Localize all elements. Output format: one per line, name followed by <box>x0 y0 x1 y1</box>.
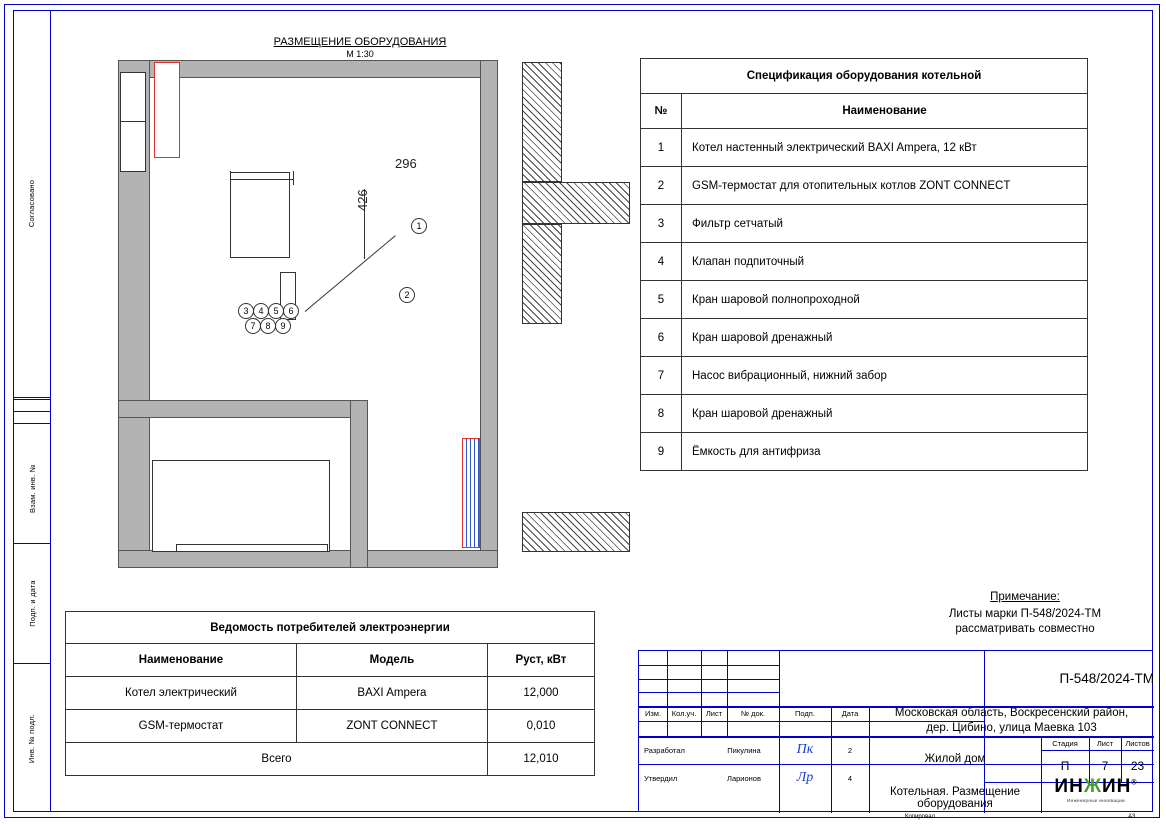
tb-sheet-value: 7 <box>1101 759 1109 773</box>
format-label: А3 <box>1128 814 1136 820</box>
table-row <box>641 395 1088 433</box>
spec-row-name: Кран шаровой дренажный <box>682 319 1088 357</box>
room-opening-bottom <box>152 460 330 552</box>
electro-cell-name: Котел электрический <box>66 677 297 710</box>
callout-2: 2 <box>399 287 415 303</box>
callout-7: 7 <box>245 318 261 334</box>
electro-table <box>65 611 595 776</box>
spec-row-name: GSM-термостат для отопительных котлов ZONT CONNECT <box>682 167 1088 205</box>
callout-6: 6 <box>283 303 299 319</box>
spec-header-row <box>641 94 1088 129</box>
tb-role-1: Разработал <box>644 745 685 755</box>
callout-8: 8 <box>260 318 276 334</box>
tb-address <box>869 706 1154 736</box>
tb-sheets-header: Листов <box>1125 738 1150 748</box>
electro-cell-model: ZONT CONNECT <box>296 710 487 743</box>
window-left-sash <box>120 72 146 122</box>
tb-sheets-value: 23 <box>1130 759 1145 773</box>
tb-stage-value: П <box>1060 759 1070 773</box>
tb-line-v1 <box>667 651 668 736</box>
tb-role-2-name: Ларионов <box>727 773 761 783</box>
table-row <box>641 357 1088 395</box>
tb-address-line-1: Московская область, Воскресенский район, <box>894 707 1129 719</box>
electro-header-model: Модель <box>296 644 487 677</box>
spec-row-num: 8 <box>641 395 682 433</box>
hatch-column-top <box>522 62 562 182</box>
table-row <box>641 129 1088 167</box>
callout-9: 9 <box>275 318 291 334</box>
tb-line-h6 <box>639 679 779 680</box>
spec-row-name: Кран шаровой полнопроходной <box>682 281 1088 319</box>
wall-interior-horizontal <box>118 400 368 418</box>
electro-header-power: Руст, кВт <box>487 644 594 677</box>
left-cell-label: Подп. и дата <box>27 580 37 627</box>
spec-row-name: Фильтр сетчатый <box>682 205 1088 243</box>
spec-row-num: 7 <box>641 357 682 395</box>
tb-role-2: Утвердил <box>644 773 678 783</box>
table-row <box>641 319 1088 357</box>
tb-line-v3 <box>727 651 728 736</box>
wall-bottom <box>118 550 498 568</box>
left-cell-soglasovano <box>13 10 51 398</box>
tb-col-izm: Изм. <box>644 709 662 718</box>
spec-title: Спецификация оборудования котельной <box>641 59 1088 94</box>
electro-cell-model: BAXI Ampera <box>296 677 487 710</box>
tb-line-h5 <box>639 665 779 666</box>
spec-row-name: Ёмкость для антифриза <box>682 433 1088 471</box>
hatch-beam-lower <box>522 512 630 552</box>
left-cell-inv <box>13 664 51 812</box>
table-row <box>641 281 1088 319</box>
left-cell-label: Инв. № подл. <box>27 713 37 763</box>
floor-plan <box>52 11 627 596</box>
title-block <box>638 650 1153 812</box>
tb-document-code: П-548/2024-ТМ <box>1059 671 1154 686</box>
dim-tick-left <box>230 171 231 185</box>
tb-stage-header: Стадия <box>1052 738 1078 748</box>
electro-cell-power: 0,010 <box>487 710 594 743</box>
plan-scale: М 1:30 <box>346 49 374 59</box>
door-sill <box>176 544 328 552</box>
left-cell-podp <box>13 544 51 664</box>
spec-row-num: 1 <box>641 129 682 167</box>
tb-col-koluch: Кол.уч. <box>671 709 697 718</box>
logo-text: ИНЖИН® <box>1054 776 1138 797</box>
table-row <box>66 677 595 710</box>
note-title: Примечание: <box>990 591 1060 603</box>
wall-right <box>480 60 498 568</box>
spec-title-row <box>641 59 1088 94</box>
dimension-width: 296 <box>395 156 417 171</box>
tb-role-2-signature: Лр <box>796 770 814 785</box>
tb-col-list: Лист <box>705 709 723 718</box>
hatch-beam <box>522 182 630 224</box>
dim-line-width <box>230 179 294 180</box>
tb-sheet-header: Лист <box>1096 738 1114 748</box>
tb-col-ndok: № док. <box>740 709 766 718</box>
spec-row-num: 2 <box>641 167 682 205</box>
tb-col-data: Дата <box>841 709 859 718</box>
left-grid-row <box>13 412 51 424</box>
electro-cell-power: 12,000 <box>487 677 594 710</box>
callout-4: 4 <box>253 303 269 319</box>
electro-total-label: Всего <box>66 743 488 776</box>
spec-header-num: № <box>641 94 682 129</box>
dim-tick-right <box>293 171 294 185</box>
dimension-height: 426 <box>355 189 370 211</box>
electro-title: Ведомость потребителей электроэнергии <box>66 612 595 644</box>
left-cell-label: Согласовано <box>27 179 37 228</box>
antifreeze-tank <box>462 438 480 548</box>
left-cell-label: Взам. инв. № <box>27 464 37 513</box>
spec-row-name: Котел настенный электрический BAXI Ampera, 12 кВт <box>682 129 1088 167</box>
spec-header-name: Наименование <box>682 94 1088 129</box>
left-cell-vzam <box>13 434 51 544</box>
tb-role-1-name: Пикулина <box>727 745 761 755</box>
company-logo <box>1046 776 1146 803</box>
tb-line-h7 <box>639 692 779 693</box>
electro-total-value: 12,010 <box>487 743 594 776</box>
spec-row-name: Клапан подпиточный <box>682 243 1088 281</box>
table-row <box>641 205 1088 243</box>
left-revision-grid <box>13 388 51 424</box>
electro-total-row <box>66 743 595 776</box>
red-element-top-left <box>154 62 180 158</box>
electro-cell-name: GSM-термостат <box>66 710 297 743</box>
table-row <box>641 243 1088 281</box>
boiler-outline <box>230 172 290 258</box>
tb-drawing-name <box>869 782 1041 813</box>
wall-interior-vertical <box>350 400 368 568</box>
tb-line-v2 <box>701 651 702 736</box>
spec-table <box>640 58 1088 471</box>
electro-header-row <box>66 644 595 677</box>
callout-1: 1 <box>411 218 427 234</box>
copied-label: Копировал <box>905 814 936 820</box>
spec-row-num: 9 <box>641 433 682 471</box>
note-line-1: Листы марки П-548/2024-ТМ <box>948 608 1102 620</box>
callout-3: 3 <box>238 303 254 319</box>
tb-col-podp: Подп. <box>795 709 815 718</box>
tb-role-1-date: 2 <box>847 745 853 755</box>
table-row <box>641 167 1088 205</box>
callout-5: 5 <box>268 303 284 319</box>
table-row <box>641 433 1088 471</box>
left-grid-row <box>13 400 51 412</box>
spec-row-num: 4 <box>641 243 682 281</box>
tb-role-1-signature: Пк <box>796 742 814 757</box>
spec-row-name: Насос вибрационный, нижний забор <box>682 357 1088 395</box>
tb-object-name: Жилой дом <box>924 753 986 765</box>
plan-walls-group <box>118 60 626 568</box>
left-grid-row <box>13 388 51 400</box>
hatch-column-mid <box>522 224 562 324</box>
spec-row-num: 5 <box>641 281 682 319</box>
plan-title: РАЗМЕЩЕНИЕ ОБОРУДОВАНИЯ <box>273 36 447 48</box>
note-line-2: рассматривать совместно <box>955 623 1095 635</box>
tb-drawing-line-1: Котельная. Размещение <box>889 785 1021 798</box>
tb-role-2-date: 4 <box>847 773 853 783</box>
tb-address-line-2: дер. Цибино, улица Маевка 103 <box>926 722 1097 734</box>
spec-row-num: 3 <box>641 205 682 243</box>
electro-header-name: Наименование <box>66 644 297 677</box>
spec-row-num: 6 <box>641 319 682 357</box>
electro-title-row <box>66 612 595 644</box>
logo-subtitle: Инженерные инновации <box>1067 798 1125 803</box>
table-row <box>66 710 595 743</box>
note-block <box>900 590 1150 637</box>
spec-row-name: Кран шаровой дренажный <box>682 395 1088 433</box>
tb-drawing-line-2: оборудования <box>917 797 993 810</box>
